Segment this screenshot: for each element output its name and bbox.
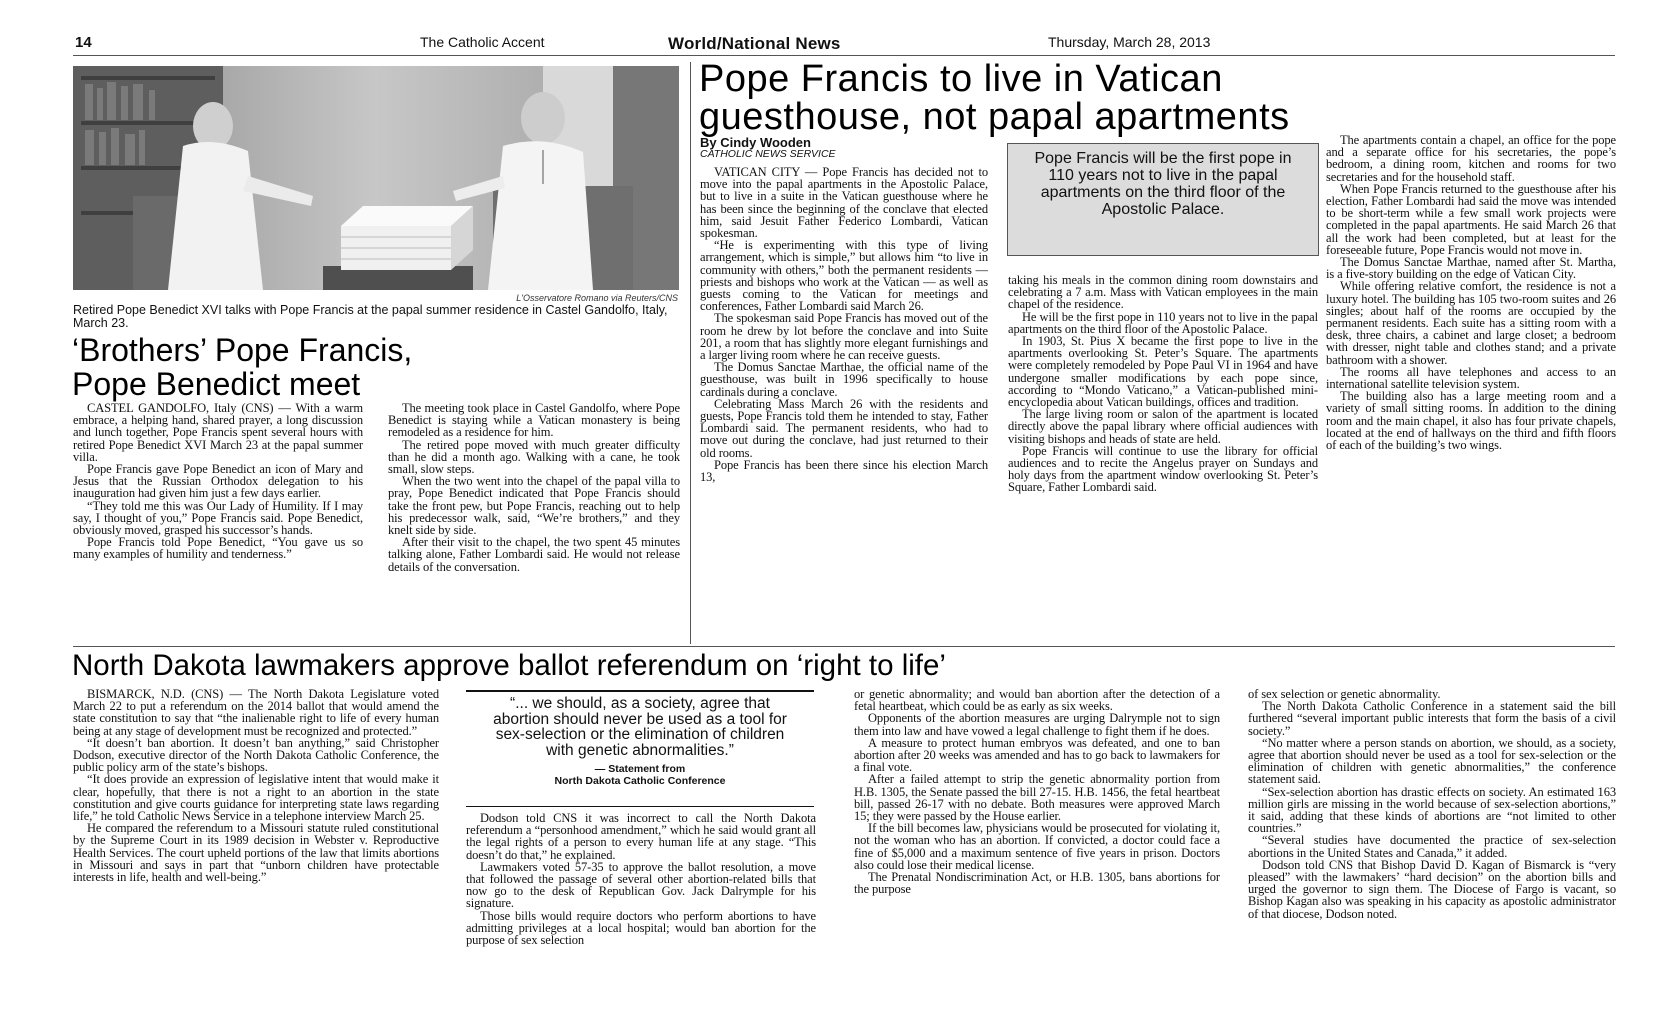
- paragraph: The Prenatal Nondiscrimination Act, or H.B. 1305, bans abortions for the purpose: [854, 870, 1220, 897]
- paragraph: Lawmakers voted 57-35 to approve the ballot resolution, a move that followed the passage of several other abortion-related bills that now go to the desk of Republican Gov. Jack Dalrymple for his signature.: [466, 859, 816, 911]
- news-photo: [73, 66, 679, 290]
- paragraph: When Pope Francis returned to the guesthouse after his election, Father Lombardi had said the move was intended to be short-term while a few small work projects were completed in the papal apartments. He said March 26 that all the work had been completed, but at least for the foreseeable future, Pope Francis would not move in.: [1326, 181, 1616, 257]
- paragraph: Dodson told CNS that Bishop David D. Kagan of Bismarck is “very pleased” with the lawmakers’ “hard decision” on the abortion bills and urged the governor to sign them. The Diocese of Fargo is vacant, so Bishop Kagan also was speaking in his capacity as apostolic administrator of that diocese, Dodson noted.: [1248, 857, 1616, 921]
- brothers-col1: [73, 402, 363, 642]
- paragraph: Celebrating Mass March 26 with the residents and guests, Pope Francis told them he intended to stay, Father Lombardi said. The permanent residents, who had to move out during the conclave, had just returned to their old rooms.: [700, 396, 988, 460]
- pullquote-text: Pope Francis will be the first pope in 110 years not to live in the papal apartments on the third floor of the Apostolic Palace.: [1034, 150, 1292, 218]
- vatican-headline: [699, 60, 1290, 136]
- paragraph: “It doesn’t ban abortion. It doesn’t ban anything,” said Christopher Dodson, executive director of the North Dakota Catholic Conference, the public policy arm of the state’s bishops.: [73, 735, 439, 775]
- nd-quote-source-line1: — Statement from: [594, 763, 686, 775]
- page-number: 14: [75, 34, 92, 51]
- nd-col3: [854, 688, 1220, 998]
- paragraph: Pope Francis will continue to use the library for official audiences and to recite the Angelus prayer on Sundays and holy days from the apartment window overlooking St. Peter’s Square, Father Lombardi said.: [1008, 443, 1318, 495]
- nd-col1: [73, 688, 439, 998]
- vatican-headline-line2: guesthouse, not papal apartments: [699, 96, 1290, 138]
- paragraph: BISMARCK, N.D. (CNS) — The North Dakota Legislature voted March 22 to put a referendum on the 2014 ballot that would amend the state constitution to say that “the inalienable right to life of every human being at any stage of development must be recognized and protected.”: [73, 688, 439, 738]
- masthead-rule: [73, 55, 1615, 56]
- paragraph: or genetic abnormality; and would ban abortion after the detection of a fetal heartbeat, which could be as early as six weeks.: [854, 688, 1220, 714]
- paragraph: Dodson told CNS it was incorrect to call the North Dakota referendum a “personhood amendment,” which he said would grant all the legal rights of a person to every human life at any stage. “This doesn’t do that,” he explained.: [466, 812, 816, 862]
- nd-quote-text: “... we should, as a society, agree that abortion should never be used as a tool for sex-selection or the elimination of children with genetic abnormalities.”: [493, 695, 787, 759]
- section-title: World/National News: [668, 34, 841, 53]
- paragraph: “It does provide an expression of legislative intent that would make it clear, hopefully, that there is not a right to an abortion in the state constitution and give courts guidance for interpreting state laws regarding life,” he told Catholic News Service in a telephone interview March 25.: [73, 772, 439, 824]
- paragraph: The meeting took place in Castel Gandolfo, where Pope Benedict is staying while a Vatican monastery is being remodeled as a residence for him.: [388, 402, 680, 440]
- paragraph: Those bills would require doctors who perform abortions to have admitting privileges at a local hospital; would ban abortion for the purpose of sex selection: [466, 908, 816, 948]
- paragraph: VATICAN CITY — Pope Francis has decided not to move into the papal apartments in the Apostolic Palace, but to live in a suite in the Vatican guesthouse where he has been since the beginning of the conclave that elected him, said Jesuit Father Federico Lombardi, Vatican spokesman.: [700, 166, 988, 241]
- paragraph: While offering relative comfort, the residence is not a luxury hotel. The building has 105 two-room suites and 26 singles; about half of the rooms are occupied by the permanent residents. Each suite has a sitting room with a desk, three chairs, a cabinet and large closet; a bedroom with dresser, night table and clothes stand; and a private bathroom with a shower.: [1326, 279, 1616, 367]
- paragraph: The retired pope moved with much greater difficulty than he did a month ago. Walking with a cane, he took small, slow steps.: [388, 437, 680, 477]
- nd-col4: [1248, 688, 1616, 998]
- paragraph: He compared the referendum to a Missouri statute ruled constitutional by the Supreme Court in its 1989 decision in Webster v. Reproductive Health Services. The court upheld portions of the law that limits abortions in Missouri and says in part that “unborn children have protectable interests in life, health and well-being.”: [73, 821, 439, 885]
- paragraph: “Sex-selection abortion has drastic effects on society. An estimated 163 million girls are missing in the world because of sex-selection abortions,” it said, adding that these kinds of abortions are “not limited to other countries.”: [1248, 784, 1616, 836]
- byline-organization: CATHOLIC NEWS SERVICE: [700, 148, 836, 160]
- paragraph: of sex selection or genetic abnormality.: [1248, 688, 1441, 701]
- vatican-col1: [700, 166, 988, 642]
- paragraph: If the bill becomes law, physicians would be prosecuted for violating it, not the woman who has an abortion. If convicted, a doctor could face a fine of $5,000 and a maximum sentence of five years in prison. Doctors also could lose their medical license.: [854, 821, 1220, 872]
- paragraph: CASTEL GANDOLFO, Italy (CNS) — With a warm embrace, a helping hand, shared prayer, a long discussion and lunch together, Pope Francis spent several hours with retired Pope Benedict XVI March 23 at the papal summer villa.: [73, 402, 363, 464]
- photo-credit: L'Osservatore Romano via Reuters/CNS: [516, 293, 678, 303]
- paragraph: In 1903, St. Pius X became the first pope to live in the apartments overlooking St. Peter’s Square. The apartments were completely remodeled by Pope Paul VI in 1964 and have undergone smaller modifications by each pope since, according to “Mondo Vaticano,” a Vatican-published mini-encyclopedia about Vatican buildings, offices and tradition.: [1008, 334, 1318, 410]
- paragraph: After a failed attempt to strip the genetic abnormality portion from H.B. 1305, the Senate passed the bill 27-15. H.B. 1456, the fetal heartbeat bill, passed 26-17 with no debate. Both measures were approved March 15; they were passed by the House earlier.: [854, 772, 1220, 824]
- paragraph: The spokesman said Pope Francis has moved out of the room he drew by lot before the conclave and into Suite 201, a room that has slightly more elegant furnishings and a larger living room where he can receive guests.: [700, 311, 988, 363]
- paragraph: taking his meals in the common dining room downstairs and celebrating a 7 a.m. Mass with Vatican employees in the main chapel of the residence.: [1008, 274, 1318, 312]
- paragraph: Pope Francis has been there since his election March 13,: [700, 457, 988, 485]
- issue-date: Thursday, March 28, 2013: [1048, 34, 1211, 50]
- byline-author: By Cindy Wooden: [700, 135, 811, 150]
- brothers-headline: [72, 334, 412, 400]
- paragraph: “No matter where a person stands on abortion, we should, as a society, agree that abortion should never be used as a tool for sex-selection or the elimination of children with genetic abnormalities,” the conference statement said.: [1248, 735, 1616, 787]
- photo-caption: Retired Pope Benedict XVI talks with Pope Francis at the papal summer residence in Castel Gandolfo, Italy, March 23.: [73, 303, 668, 330]
- vatican-byline: [700, 136, 1000, 160]
- vatican-headline-line1: Pope Francis to live in Vatican: [699, 58, 1223, 100]
- section-rule: [73, 646, 1615, 647]
- photo-illustration: [73, 66, 679, 290]
- paragraph: Opponents of the abortion measures are urging Dalrymple not to sign them into law and have vowed a legal challenge to fight them if he does.: [854, 711, 1220, 738]
- vatican-col2: [1008, 274, 1318, 642]
- brothers-col2: [388, 402, 680, 642]
- paragraph: Pope Francis gave Pope Benedict an icon of Mary and Jesus that the Russian Orthodox delegation to his inauguration had given him just a few days earlier.: [73, 462, 363, 501]
- paragraph: He will be the first pope in 110 years not to live in the papal apartments on the third floor of the Apostolic Palace.: [1008, 309, 1318, 336]
- paragraph: The Domus Sanctae Marthae, the official name of the guesthouse, was built in 1996 specifically to house cardinals during a conclave.: [700, 360, 988, 399]
- paragraph: The rooms all have telephones and access to an international satellite television system.: [1326, 364, 1616, 392]
- nd-col2: [466, 812, 816, 998]
- paragraph: The building also has a large meeting room and a variety of small sitting rooms. In addition to the dining room and the main chapel, it also has four private chapels, located at the end of hallways on the third and fifth floors of each of the building’s two wings.: [1326, 389, 1616, 453]
- vatican-col3: [1326, 134, 1616, 642]
- paragraph: Pope Francis told Pope Benedict, “You gave us so many examples of humility and tenderness.”: [73, 535, 363, 562]
- paragraph: The North Dakota Catholic Conference in a statement said the bill furthered “several important public interests that form the basis of a civil society.”: [1248, 699, 1616, 738]
- brothers-headline-line1: ‘Brothers’ Pope Francis,: [72, 332, 413, 368]
- publication-name: The Catholic Accent: [420, 34, 545, 50]
- nd-quote-source: [466, 763, 814, 787]
- column-rule: [690, 62, 691, 644]
- pullquote-box: [1007, 143, 1319, 256]
- paragraph: After their visit to the chapel, the two spent 45 minutes talking alone, Father Lombardi said. He would not release details of the conversation.: [388, 535, 680, 574]
- nd-quote-box: [466, 690, 814, 807]
- paragraph: The large living room or salon of the apartment is located directly above the papal library where official audiences with visiting bishops and heads of state are held.: [1008, 407, 1318, 446]
- paragraph: “Several studies have documented the practice of sex-selection abortions in the United States and Canada,” it added.: [1248, 833, 1616, 860]
- brothers-headline-line2: Pope Benedict meet: [72, 366, 361, 402]
- paragraph: “They told me this was Our Lady of Humility. If I may say, I thought of you,” Pope Francis said. Pope Benedict, obviously moved, grasped his successor’s hands.: [73, 498, 363, 538]
- paragraph: When the two went into the chapel of the papal villa to pray, Pope Benedict indicated that Pope Francis should take the front pew, but Pope Francis, reaching out to help his predecessor walk, said, “We’re brothers,” and they knelt side by side.: [388, 474, 680, 538]
- nd-quote-source-line2: North Dakota Catholic Conference: [554, 775, 726, 787]
- paragraph: “He is experimenting with this type of living arrangement, which is simple,” but allows him “to live in community with others,” both the permanent residents — priests and bishops who work at the Vatican — as well as guests coming to the Vatican for meetings and conferences, Father Lombardi said March 26.: [700, 238, 988, 314]
- paragraph: The apartments contain a chapel, an office for the pope and a separate office for his secretaries, the pope’s bedroom, a dining room, kitchen and rooms for two secretaries and for the household staff.: [1326, 134, 1616, 184]
- paragraph: A measure to protect human embryos was defeated, and one to ban abortion after 20 weeks was amended and has to go back to lawmakers for a final vote.: [854, 735, 1220, 775]
- nd-headline: North Dakota lawmakers approve ballot referendum on ‘right to life’: [72, 649, 946, 682]
- paragraph: The Domus Sanctae Marthae, named after St. Martha, is a five-story building on the edge of Vatican City.: [1326, 255, 1616, 282]
